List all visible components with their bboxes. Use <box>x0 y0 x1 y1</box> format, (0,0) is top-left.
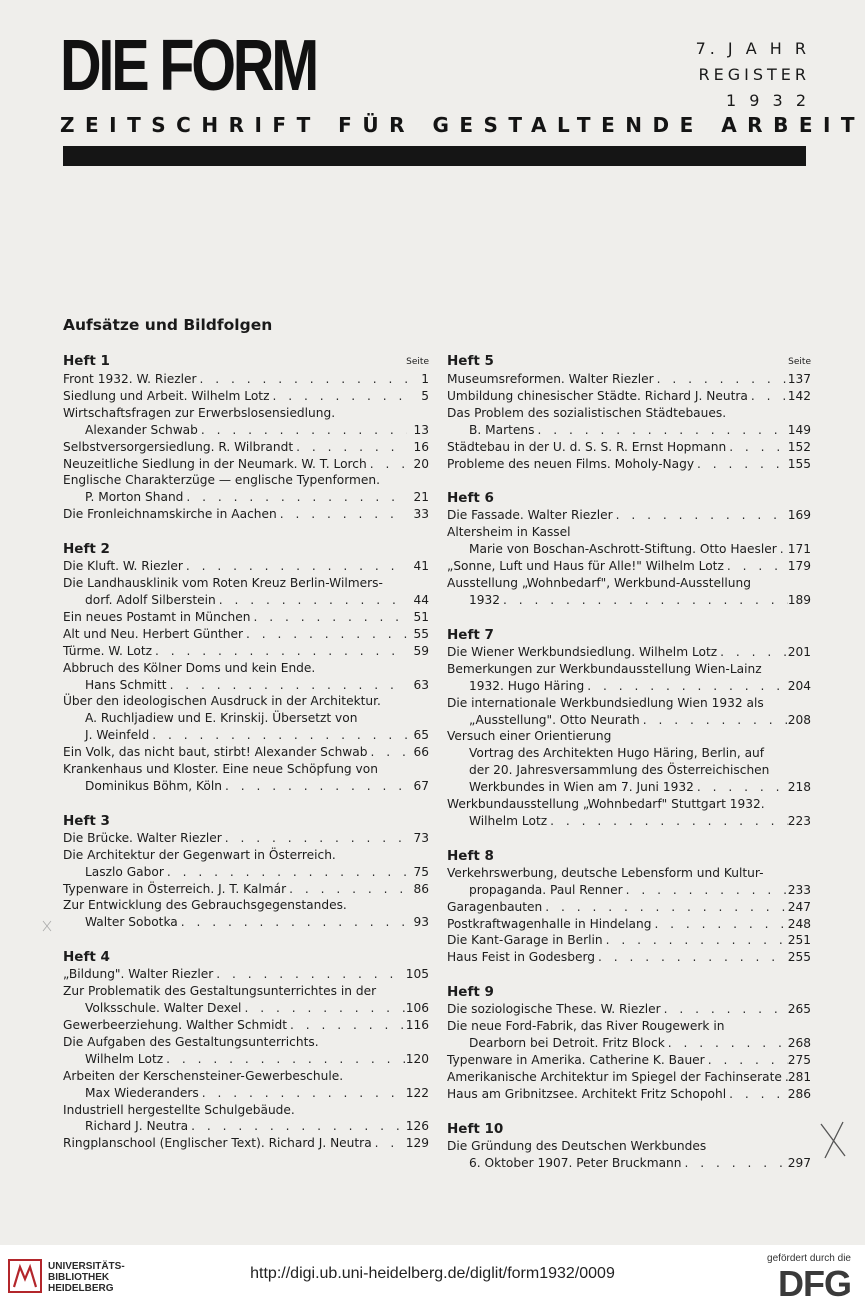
dfg-logo: DFG <box>778 1263 851 1304</box>
dot-leader <box>222 830 407 847</box>
page-number: 106 <box>405 1001 429 1016</box>
library-line: HEIDELBERG <box>48 1283 114 1294</box>
dot-leader <box>197 371 407 388</box>
entry-title: Walter Sobotka <box>85 915 178 930</box>
page-number: 5 <box>421 388 429 403</box>
toc-entry <box>447 949 811 966</box>
dot-leader <box>542 899 787 916</box>
entry-title: Probleme des neuen Films. Moholy-Nagy <box>447 456 695 471</box>
page-number: 86 <box>413 881 429 896</box>
seite-label: Seite <box>788 357 811 367</box>
dot-leader <box>372 1135 406 1152</box>
entry-title: Postkraftwagenhalle in Hindelang <box>447 916 652 931</box>
toc-entry <box>63 609 429 626</box>
toc-text-line: A. Ruchljadiew und E. Krinskij. Übersetzt von <box>85 711 358 726</box>
entry-title: Die Kant-Garage in Berlin <box>447 933 603 948</box>
page-number: 201 <box>787 644 811 659</box>
page-number: 13 <box>413 422 429 437</box>
entry-title: Gewerbeerziehung. Walther Schmidt <box>63 1018 288 1032</box>
toc-text-line: Verkehrswerbung, deutsche Lebensform und Kultur- <box>447 865 764 880</box>
page-number: 265 <box>787 1002 811 1017</box>
toc-entry <box>63 439 429 456</box>
page-number: 275 <box>787 1053 811 1067</box>
entry-title: 1932 <box>469 592 501 607</box>
dot-leader <box>198 422 407 439</box>
dot-leader <box>286 881 407 898</box>
page-number: 59 <box>413 643 429 658</box>
page-number: 63 <box>413 677 429 692</box>
heft-header-row <box>63 352 429 370</box>
toc-entry <box>447 456 811 473</box>
dot-leader <box>500 592 788 609</box>
entry-title: Haus Feist in Godesberg <box>447 950 596 965</box>
entry-title: Ein neues Postamt in München <box>63 609 251 624</box>
page-number: 120 <box>405 1051 429 1066</box>
toc-entry <box>447 932 811 949</box>
journal-subtitle: ZEITSCHRIFT FÜR GESTALTENDE ARBEIT <box>60 113 865 137</box>
dot-leader <box>216 592 407 609</box>
toc-entry <box>447 439 811 456</box>
page-number: 93 <box>413 915 429 930</box>
library-line: BIBLIOTHEK <box>48 1272 110 1283</box>
toc-entry <box>447 644 811 661</box>
meta-register: REGISTER <box>698 65 810 84</box>
page-number: 66 <box>413 745 429 760</box>
toc-entry <box>447 1155 811 1172</box>
toc-entry <box>63 864 429 881</box>
toc-text-line: Die neue Ford-Fabrik, das River Rougewerk in <box>447 1019 725 1034</box>
dot-leader <box>726 1086 788 1103</box>
toc-entry <box>63 1000 429 1017</box>
handwritten-mark <box>815 1118 849 1160</box>
journal-logo: DIE FORM <box>60 26 316 106</box>
entry-title: Türme. W. Lotz <box>63 643 153 658</box>
entry-title: Siedlung und Arbeit. Wilhelm Lotz <box>63 388 270 403</box>
toc-text-line: Zur Entwicklung des Gebrauchsgegenstandes. <box>63 898 347 913</box>
toc-text-line: Englische Charakterzüge — englische Typenformen. <box>63 473 381 488</box>
heft-heading: Heft 7 <box>447 626 494 643</box>
entry-title: Alt und Neu. Herbert Günther <box>63 626 243 641</box>
toc-entry <box>63 778 429 795</box>
toc-entry <box>63 1017 429 1034</box>
toc-text-line: Die Aufgaben des Gestaltungsunterrichts. <box>63 1034 319 1049</box>
toc-entry <box>447 916 811 933</box>
toc-entry <box>447 388 811 405</box>
heft-heading: Heft 2 <box>63 541 110 558</box>
toc-entry <box>63 1118 429 1135</box>
page-number: 67 <box>413 778 429 793</box>
toc-text-line: Über den ideologischen Ausdruck in der Architektur. <box>63 694 381 709</box>
heft-heading: Heft 6 <box>447 490 494 507</box>
toc-entry <box>63 677 429 694</box>
dot-leader <box>724 558 788 575</box>
page-number: 137 <box>787 372 811 386</box>
dot-leader <box>595 949 788 966</box>
toc-text-line: Arbeiten der Kerschensteiner-Gewerbeschule. <box>63 1068 344 1083</box>
right-column <box>447 352 811 1172</box>
entry-title: „Ausstellung". Otto Neurath <box>469 712 640 727</box>
heft-heading: Heft 10 <box>447 1120 504 1137</box>
dot-leader <box>613 507 788 524</box>
toc-entry <box>63 626 429 643</box>
dot-leader <box>367 456 407 473</box>
dot-leader <box>694 456 788 473</box>
dot-leader <box>682 1155 788 1172</box>
dot-leader <box>178 914 407 931</box>
dot-leader <box>250 609 407 626</box>
toc-entry <box>447 1086 811 1103</box>
entry-title: propaganda. Paul Renner <box>469 882 623 897</box>
dot-leader <box>149 727 407 744</box>
toc-text-line: Ausstellung „Wohnbedarf", Werkbund-Ausstellung <box>447 576 751 591</box>
toc-text-line: Die internationale Werkbundsiedlung Wien 1932 als <box>447 695 764 710</box>
page-number: 281 <box>787 1069 812 1084</box>
dot-leader <box>654 371 788 388</box>
page-number: 171 <box>787 542 811 557</box>
toc-entry <box>63 456 429 473</box>
toc-text-line: Bemerkungen zur Werkbundausstellung Wien-Lainz <box>447 661 762 676</box>
entry-title: Wilhelm Lotz <box>85 1051 164 1066</box>
toc-entry <box>63 744 429 761</box>
toc-entry <box>447 779 811 796</box>
toc-text-line: Abbruch des Kölner Doms und kein Ende. <box>63 660 316 675</box>
source-url-link[interactable]: http://digi.ub.uni-heidelberg.de/diglit/form1932/0009 <box>250 1265 615 1282</box>
entry-title: dorf. Adolf Silberstein <box>85 592 216 607</box>
dot-leader <box>640 712 788 729</box>
toc-text-line: Das Problem des sozialistischen Städtebaues. <box>447 405 727 420</box>
heft-heading: Heft 1 <box>63 353 110 370</box>
toc-entry <box>447 678 811 695</box>
toc-entry <box>63 506 429 523</box>
dot-leader <box>584 678 788 695</box>
toc-text-line: Die Landhausklinik vom Roten Kreuz Berlin-Wilmers- <box>63 576 383 591</box>
dot-leader <box>665 1035 788 1052</box>
dot-leader <box>188 1118 406 1135</box>
entry-title: Die Wiener Werkbundsiedlung. Wilhelm Lotz <box>447 644 718 659</box>
dot-leader <box>152 643 407 660</box>
entry-title: Selbstversorgersiedlung. R. Wilbrandt <box>63 439 294 454</box>
dot-leader <box>293 439 407 456</box>
page-number: 169 <box>787 508 811 523</box>
entry-title: Typenware in Österreich. J. T. Kalmár <box>63 881 287 896</box>
page-number: 21 <box>413 490 429 505</box>
toc-entry <box>63 1135 429 1152</box>
toc-entry <box>63 830 429 847</box>
page-number: 75 <box>413 864 429 879</box>
entry-title: Amerikanische Architektur im Spiegel der Fachinserate <box>447 1069 782 1084</box>
page-number: 44 <box>413 592 429 607</box>
page-number: 268 <box>787 1036 811 1051</box>
entry-title: Ringplanschool (Englischer Text). Richard J. Neutra <box>63 1136 372 1151</box>
dot-leader <box>163 1051 406 1068</box>
library-line: UNIVERSITÄTS- <box>48 1261 125 1272</box>
toc-text-line: Altersheim in Kassel <box>447 525 571 540</box>
toc-entry <box>447 1052 811 1069</box>
dot-leader <box>603 932 788 949</box>
dot-leader <box>167 677 407 694</box>
heft-heading: Heft 9 <box>447 984 494 1001</box>
entry-title: Die soziologische These. W. Riezler <box>447 1002 661 1017</box>
page-number: 251 <box>787 933 811 948</box>
page-number: 41 <box>413 559 429 574</box>
toc-entry <box>63 422 429 439</box>
header-rule <box>63 146 806 166</box>
page-number: 129 <box>405 1136 429 1151</box>
entry-title: Neuzeitliche Siedlung in der Neumark. W. T. Lorch <box>63 456 367 471</box>
toc-text-line: Krankenhaus und Kloster. Eine neue Schöpfung von <box>63 762 378 777</box>
toc-entry <box>63 881 429 898</box>
dot-leader <box>534 422 787 439</box>
toc-entry <box>447 1001 811 1018</box>
toc-entry <box>63 489 429 506</box>
toc-text-line: Die Architektur der Gegenwart in Österreich. <box>63 847 336 862</box>
toc-entry <box>63 371 429 388</box>
toc-text-line: Industriell hergestellte Schulgebäude. <box>63 1102 295 1117</box>
page-number: 73 <box>413 830 429 845</box>
page-number: 297 <box>787 1155 811 1170</box>
toc-entry <box>447 541 811 558</box>
dot-leader <box>269 388 407 405</box>
entry-title: Max Wiederanders <box>85 1085 199 1100</box>
dot-leader <box>241 1000 405 1017</box>
page-number: 189 <box>787 592 811 607</box>
toc-entry <box>447 712 811 729</box>
page-number: 149 <box>787 422 811 437</box>
dot-leader <box>367 744 407 761</box>
dot-leader <box>651 916 787 933</box>
heft-header-row <box>447 352 811 370</box>
dot-leader <box>694 779 788 796</box>
page-number: 223 <box>787 813 811 828</box>
dot-leader <box>623 882 788 899</box>
page-number: 1 <box>421 372 429 386</box>
meta-year: 7. J A H R <box>695 39 810 58</box>
heft-heading: Heft 5 <box>447 353 494 370</box>
dot-leader <box>183 558 407 575</box>
toc-entry <box>63 388 429 405</box>
dot-leader <box>243 626 407 643</box>
dot-leader <box>222 778 407 795</box>
dot-leader <box>183 489 407 506</box>
page-number: 179 <box>787 559 811 574</box>
entry-title: B. Martens <box>469 422 535 437</box>
toc-entry <box>447 882 811 899</box>
toc-entry <box>63 643 429 660</box>
page-number: 208 <box>787 712 811 727</box>
left-column <box>63 352 429 1152</box>
funding-note: gefördert durch die <box>767 1253 851 1264</box>
page-number: 247 <box>787 899 811 914</box>
entry-title: Garagenbauten <box>447 899 543 914</box>
toc-entry <box>447 899 811 916</box>
entry-title: J. Weinfeld <box>85 728 150 743</box>
entry-title: Werkbundes in Wien am 7. Juni 1932 <box>469 780 694 795</box>
toc-text-line: Vortrag des Architekten Hugo Häring, Berlin, auf <box>469 746 765 761</box>
toc-entry <box>447 1069 811 1086</box>
toc-text-line: der 20. Jahresversammlung des Österreichischen <box>469 763 770 778</box>
toc-entry <box>63 558 429 575</box>
toc-text-line: Zur Problematik des Gestaltungsunterrichtes in der <box>63 984 377 999</box>
page-number: 204 <box>787 678 811 693</box>
toc-entry <box>447 592 811 609</box>
page-number: 116 <box>405 1018 429 1032</box>
entry-title: Die Fassade. Walter Riezler <box>447 508 613 523</box>
toc-entry <box>447 507 811 524</box>
entry-title: Volksschule. Walter Dexel <box>85 1001 242 1016</box>
entry-title: Dearborn bei Detroit. Fritz Block <box>469 1036 665 1051</box>
margin-mark <box>42 920 52 932</box>
entry-title: Wilhelm Lotz <box>469 813 548 828</box>
toc-entry <box>447 371 811 388</box>
entry-title: Alexander Schwab <box>85 422 198 437</box>
entry-title: P. Morton Shand <box>85 490 184 505</box>
toc-entry <box>63 914 429 931</box>
dot-leader <box>726 439 788 456</box>
page-number: 65 <box>413 728 429 743</box>
dot-leader <box>748 388 788 405</box>
page-number: 126 <box>405 1119 429 1134</box>
footer-bar <box>0 1245 865 1310</box>
meta-date: 1 9 3 2 <box>726 91 810 110</box>
toc-entry <box>63 966 429 983</box>
toc-entry <box>447 813 811 830</box>
page-number: 55 <box>413 626 429 641</box>
issue-meta <box>696 36 810 114</box>
dot-leader <box>705 1052 788 1069</box>
toc-text-line: Wirtschaftsfragen zur Erwerbslosensiedlung. <box>63 405 336 420</box>
toc-entry <box>447 1035 811 1052</box>
entry-title: Laszlo Gabor <box>85 864 164 879</box>
entry-title: Typenware in Amerika. Catherine K. Bauer <box>447 1053 705 1067</box>
entry-title: Umbildung chinesischer Städte. Richard J. Neutra <box>447 388 748 403</box>
section-title: Aufsätze und Bildfolgen <box>63 316 273 334</box>
page-number: 233 <box>787 882 811 897</box>
dot-leader <box>213 966 406 983</box>
page-number: 248 <box>787 916 811 931</box>
entry-title: Die Kluft. W. Riezler <box>63 559 183 574</box>
heft-heading: Heft 3 <box>63 812 110 829</box>
heft-heading: Heft 8 <box>447 847 494 864</box>
page-number: 51 <box>413 609 429 624</box>
page-number: 155 <box>787 456 811 471</box>
toc-entry <box>447 558 811 575</box>
page-number: 255 <box>787 950 811 965</box>
entry-title: Front 1932. W. Riezler <box>63 372 197 386</box>
entry-title: Ein Volk, das nicht baut, stirbt! Alexander Schwab <box>63 745 368 760</box>
dot-leader <box>777 541 788 558</box>
toc-entry <box>63 1085 429 1102</box>
toc-text-line: Versuch einer Orientierung <box>447 729 612 744</box>
page-number: 218 <box>787 780 811 795</box>
entry-title: 1932. Hugo Häring <box>469 678 585 693</box>
toc-text-line: Die Gründung des Deutschen Werkbundes <box>447 1138 707 1153</box>
page-number: 16 <box>413 439 429 454</box>
entry-title: Dominikus Böhm, Köln <box>85 778 222 793</box>
entry-title: „Sonne, Luft und Haus für Alle!" Wilhelm Lotz <box>447 559 724 574</box>
dot-leader <box>199 1085 406 1102</box>
heft-heading: Heft 4 <box>63 949 110 966</box>
page-number: 105 <box>405 967 429 982</box>
dot-leader <box>661 1001 788 1018</box>
dot-leader <box>547 813 788 830</box>
dot-leader <box>717 644 788 661</box>
toc-entry <box>63 727 429 744</box>
page-number: 20 <box>413 456 429 471</box>
toc-entry <box>63 592 429 609</box>
entry-title: „Bildung". Walter Riezler <box>63 967 214 982</box>
page-number: 152 <box>787 439 811 454</box>
page-number: 122 <box>405 1085 429 1100</box>
entry-title: Marie von Boschan-Aschrott-Stiftung. Otto Haesler <box>469 542 777 557</box>
toc-entry <box>63 1051 429 1068</box>
entry-title: Städtebau in der U. d. S. S. R. Ernst Hopmann <box>447 439 727 454</box>
page-number: 286 <box>787 1086 811 1101</box>
dot-leader <box>287 1017 406 1034</box>
entry-title: Haus am Gribnitzsee. Architekt Fritz Schopohl <box>447 1086 727 1101</box>
entry-title: Museumsreformen. Walter Riezler <box>447 372 654 386</box>
seite-label: Seite <box>406 357 429 367</box>
toc-entry <box>447 422 811 439</box>
page-number: 142 <box>787 388 811 403</box>
dot-leader <box>164 864 407 881</box>
entry-title: Richard J. Neutra <box>85 1119 189 1134</box>
entry-title: Die Brücke. Walter Riezler <box>63 830 222 845</box>
entry-title: 6. Oktober 1907. Peter Bruckmann <box>469 1155 682 1170</box>
toc-text-line: Werkbundausstellung „Wohnbedarf" Stuttgart 1932. <box>447 797 765 812</box>
page-number: 33 <box>413 507 429 522</box>
entry-title: Hans Schmitt <box>85 677 167 692</box>
entry-title: Die Fronleichnamskirche in Aachen <box>63 507 277 522</box>
dot-leader <box>277 506 407 523</box>
